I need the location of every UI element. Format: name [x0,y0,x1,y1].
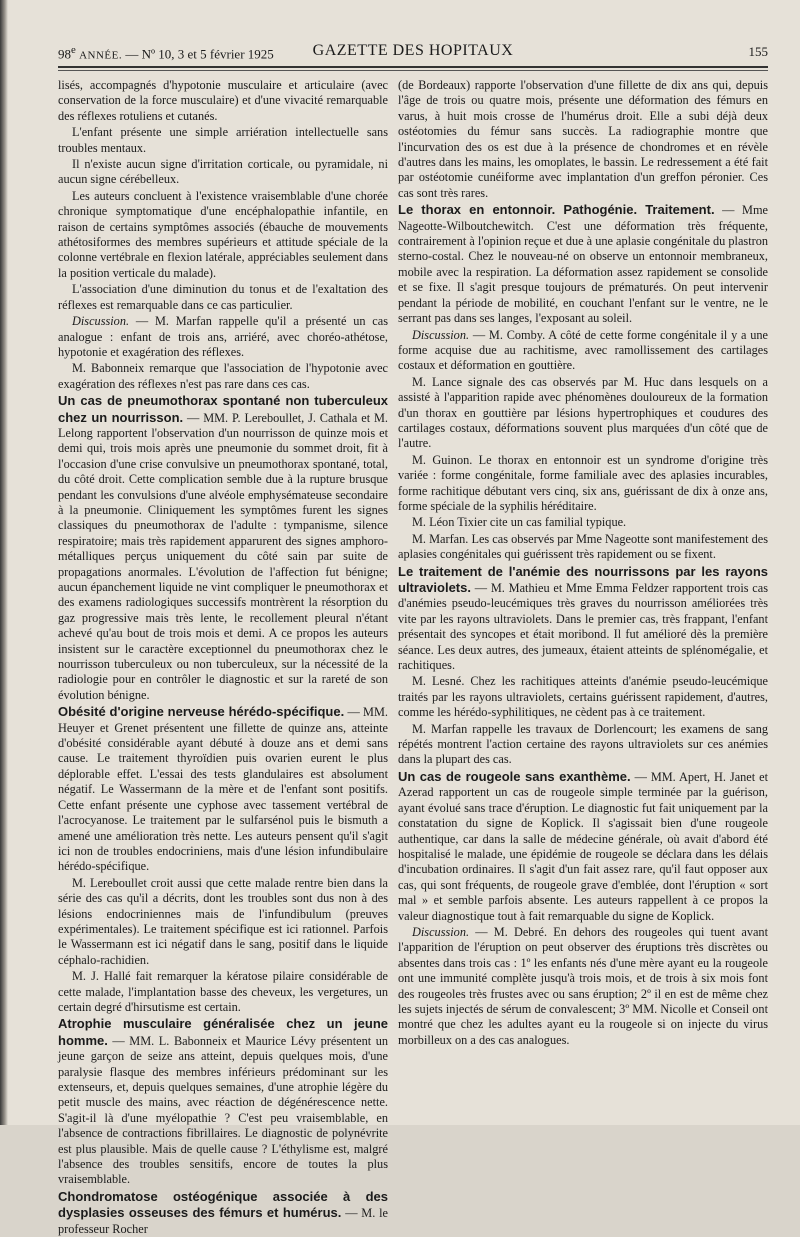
year-sup: e [71,44,76,56]
section-title: Le thorax en entonnoir. Pathogénie. Traitement. [398,202,715,218]
section-text: — Mme Nageotte-Wilboutchewitch. C'est une déformation très fréquente, contrairement à l'opinion reçue et due à une aplasie congénitale du plastron sterno-costal. Chez le nouveau-né on observe un entonnoir membraneux, mobile avec la respiration. La déformation assez rapidement se consolide et se fixe. Il s'agit presque toujours de prématurés. On peut intervenir pendant la période de mobilité, en couchant l'enfant sur le ventre, ne le serrant pas dans ses langes, l'exposant au soleil. [398,203,768,326]
page-number: 155 [748,44,768,59]
section-title: Obésité d'origine nerveuse hérédo-spécifique. [58,704,345,720]
section-title: Chondromatose ostéogénique associée à des dysplasies osseuses des fémurs et humérus. [58,1188,388,1221]
year-word: ANNÉE. [79,49,123,62]
paragraph: M. Lesné. Chez les rachitiques atteints d'anémie pseudo-leucémique traités par les rayons ultraviolets, certains guérissent rapidement, d'autres, comme les hérédo-syphilitiques, ne cèdent pas à ce traitement. [398,674,768,720]
paragraph: M. J. Hallé fait remarquer la kératose pilaire considérable de cette malade, l'implantation basse des cheveux, les vergetures, un certain degré d'hirsutisme est certain. [58,969,388,1014]
discussion-text: — M. Comby. A côté de cette forme congénitale il y a une forme acquise due au rachitisme, avec ramollissement des cartilages costaux et déformation en gouttière. [398,327,768,373]
section-text: — MM. L. Babonneix et Maurice Lévy présentent un jeune garçon de seize ans atteint, depuis quelques mois, d'une paralysie flasque des membres inférieurs prédominant sur les extenseurs, et, depuis quelques semaines, d'une atrophie légère du petit muscle des mains, avec réaction de dégénérescence nette. S'agit-il là d'une myélopathie ? C'est peu vraisemblable, en l'absence de contractions fibrillaires. Le diagnostic de polynévrite est plus plausible. Mais de quelle cause ? L'éthylisme est, malgré l'absence des troubles sensitifs, encore de toutes la plus vraisemblable. [58,1033,388,1187]
paragraph: M. Marfan rappelle les travaux de Dorlencourt; les examens de sang répétés montrent l'action certaine des rayons ultraviolets sur ces anémies dans la plupart des cas. [398,721,768,767]
paragraph: Il n'existe aucun signe d'irritation corticale, ou pyramidale, ni aucun signe cérébelleux. [58,157,388,187]
header-rule-thick [58,66,768,68]
right-column [398,78,768,1113]
section-text: — MM. Apert, H. Janet et Azerad rapportent un cas de rougeole simple terminée par la guérison, ayant évolué sans trace d'éruption. Le diagnostic fut fait uniquement par la constatation du signe de Koplick. Il s'agissait bien d'une rougeole authentique, car dans la salle de médecine générale, où avait d'abord été hospitalisé le malade, une épidémie de rougeole se déclara dans les délais d'incubation ordinaires. Il s'agit d'un fait assez rare, qu'il faut opposer aux cas, qui sont fréquents, de rougeole grave d'emblée, dont l'éruption « sort mal » et semble parfois absente. Les auteurs rappellent à ce propos la valeur diagnostique tout à fait remarquable du signe de Koplick. [398,769,768,923]
paragraph: Les auteurs concluent à l'existence vraisemblable d'une chorée chronique symptomatique d'une encéphalopathie infantile, en raison de certains symptômes associés (ébauche de mouvements athétosiformes des membres supérieurs et attitude spéciale de la colonne vertébrale en flexion latérale, appréciables seulement dans la position verticale du malade). [58,188,388,280]
discussion-paragraph [398,925,768,1048]
section-title: Atrophie musculaire généralisée chez un jeune homme. [58,1016,388,1048]
paragraph: M. Léon Tixier cite un cas familial typique. [412,515,627,530]
discussion-paragraph [58,314,388,360]
issue-number: — Nº 10, 3 et 5 février 1925 [125,46,274,62]
paragraph: M. Lereboullet croit aussi que cette malade rentre bien dans la série des cas qu'il a décrits, dont les troubles sont dus non à des lésions endocriniennes mais de l'infundibulum (preuves expérimentales). Le traitement spécifique est ici rationnel. Parfois le Wassermann est ici négatif dans le sang, positif dans le liquide céphalo-rachidien. [58,875,388,967]
paragraph: lisés, accompagnés d'hypotonie musculaire et articulaire (avec conservation de la force musculaire) et d'une vivacité remarquable des réflexes rotuliens et cutanés. [58,78,388,123]
discussion-label: Discussion. [72,314,130,329]
paragraph: M. Marfan. Les cas observés par Mme Nageotte sont manifestement des aplasies congénitales qui guérissent très rapidement ou se fixent. [398,531,768,562]
paragraph: M. Lance signale des cas observés par M. Huc dans lesquels on a assisté à l'apparition rapide avec phénomènes douloureux de la formation d'un thorax en gouttière par lésions hypertrophiques et coudures des cartilages costaux, déformations souvent plus marquées d'un côté que de l'autre. [398,374,768,451]
section-text: — M. Mathieu et Mme Emma Feldzer rapportent trois cas d'anémies pseudo-leucémiques très graves du nourrisson améliorées très vite par les rayons ultraviolets. Dans le premier cas, très frappant, l'enfant présentait des syncopes et était moribond. Il fut amélioré dès la première séance. Les deux autres, des jumeaux, étaient atteints de splénomégalie, et rachitiques. [398,581,769,673]
section-title: Un cas de pneumothorax spontané non tuberculeux chez un nourrisson. [58,393,388,425]
header-rule-thin [58,70,768,71]
running-header [58,40,768,62]
section-text: — MM. P. Lereboullet, J. Cathala et M. Lelong rapportent l'observation d'un nourrisson de quinze mois et demi qui, trois mois après une pneumonie du sommet droit, fit à l'occasion d'une crise convulsive un pneumothorax spontané, total, du côté droit. Cette complication semble due à la rupture brusque pendant les convulsions d'une alvéole emphysémateuse secondaire à la pneumonie. Cliniquement les symptômes furent les signes classiques du pneumothorax de l'adulte : tympanisme, silence respiratoire; mais très rapidement apparurent des signes amphoro-métalliques perçus uniquement du côté sain par suite de propagations anormales. L'évolution de l'affection fut bénigne; aucun épanchement liquide ne vint compliquer le pneumothorax et des examens radiologiques successifs montrèrent la résorption du gaz progressive mais très lente, le recollement pleural n'étant achevé qu'au bout de trois mois et demi. A ce propos les auteurs insistent sur le caractère exceptionnel du pneumothorax chez le nourrisson tuberculeux ou non tuberculeux, sur la nécessité de la radiologie pour en contrôler le diagnostic et sur la rareté de son évolution bénigne. [58,410,389,702]
year-number: 98 [58,46,71,62]
discussion-text: — M. Marfan rappelle qu'il a présenté un cas analogue : enfant de trois ans, arriéré, avec choréo-athétose, hypotonie et exagération des réflexes. [58,314,388,359]
journal-title: GAZETTE DES HOPITAUX [312,42,514,59]
paragraph: M. Babonneix remarque que l'association de l'hypotonie avec exagération des réflexes n'est pas rare dans ces cas. [58,361,388,391]
section-title: Un cas de rougeole sans exanthème. [398,768,631,784]
discussion-text: — M. Debré. En dehors des rougeoles qui tuent avant l'apparition de l'éruption on peut observer des éruptions très discrètes ou absentes dans trois cas : 1º les enfants nés d'une mère ayant eu la rougeole ont une immunité complète jusqu'à trois mois, et de trois à six mois font des rougeoles très frustes avec ou sans éruption; 2º il en est de même chez les sujets injectés de sérum de convalescent; 3º MM. Nicolle et Conseil ont montré que chez les adultes ayant eu la rougeole si on injecte du virus morbilleux on a des cas analogues. [398,924,768,1047]
left-column [58,78,389,1236]
section-text: — M. le professeur Rocher [58,1206,389,1236]
paragraph: (de Bordeaux) rapporte l'observation d'une fillette de dix ans qui, depuis l'âge de trois ou quatre mois, présente une déformation des fémurs en varus, à huit mois crosse de l'humérus droit. Elle a subi déjà deux ostéotomies du fémur sans succès. La radiographie montre que l'incurvation des os est due à la présence de chondromes et en révèle d'autres dans les mains, les omoplates, le bassin. Le redressement a été fait par ostéotomie cunéiforme avec implantation d'un greffon péronier. Ces cas sont très rares. [398,78,768,200]
discussion-paragraph [398,328,768,374]
section-title: Le traitement de l'anémie des nourrissons par les rayons ultraviolets. [398,563,768,595]
discussion-label: Discussion. [412,924,470,939]
section-text: — MM. Heuyer et Grenet présentent une fillette de quinze ans, atteinte d'obésité considérable ayant débuté à douze ans et demi sans cause. Le traitement thyroïdien puis ovarien eurent le plus déplorable effet. L'essai des tests glandulaires est absolument négatif. Le Wassermann de la mère et de l'enfant sont positifs. Cette enfant présente une cyphose avec tassement vertébral de l'acrocyanose. Le traitement par le sulfarsénol puis le bismuth a amené une amélioration très nette. Les auteurs pensent qu'il s'agit ici non de troubles endocriniens, mais d'une lésion infundibulaire hérédo-spécifique. [58,705,388,874]
paragraph: L'enfant présente une simple arriération intellectuelle sans troubles mentaux. [58,125,388,155]
paragraph: L'association d'une diminution du tonus et de l'exaltation des réflexes est remarquable dans ce cas particulier. [58,282,388,312]
paragraph: M. Guinon. Le thorax en entonnoir est un syndrome d'origine très variée : forme congénitale, forme familiale avec des aplasies incurables, forme rachitique débutant vers cinq, six ans, guérissant de dix à onze ans, forme spéciale de la syphilis héréditaire. [398,452,768,513]
discussion-label: Discussion. [412,327,470,342]
